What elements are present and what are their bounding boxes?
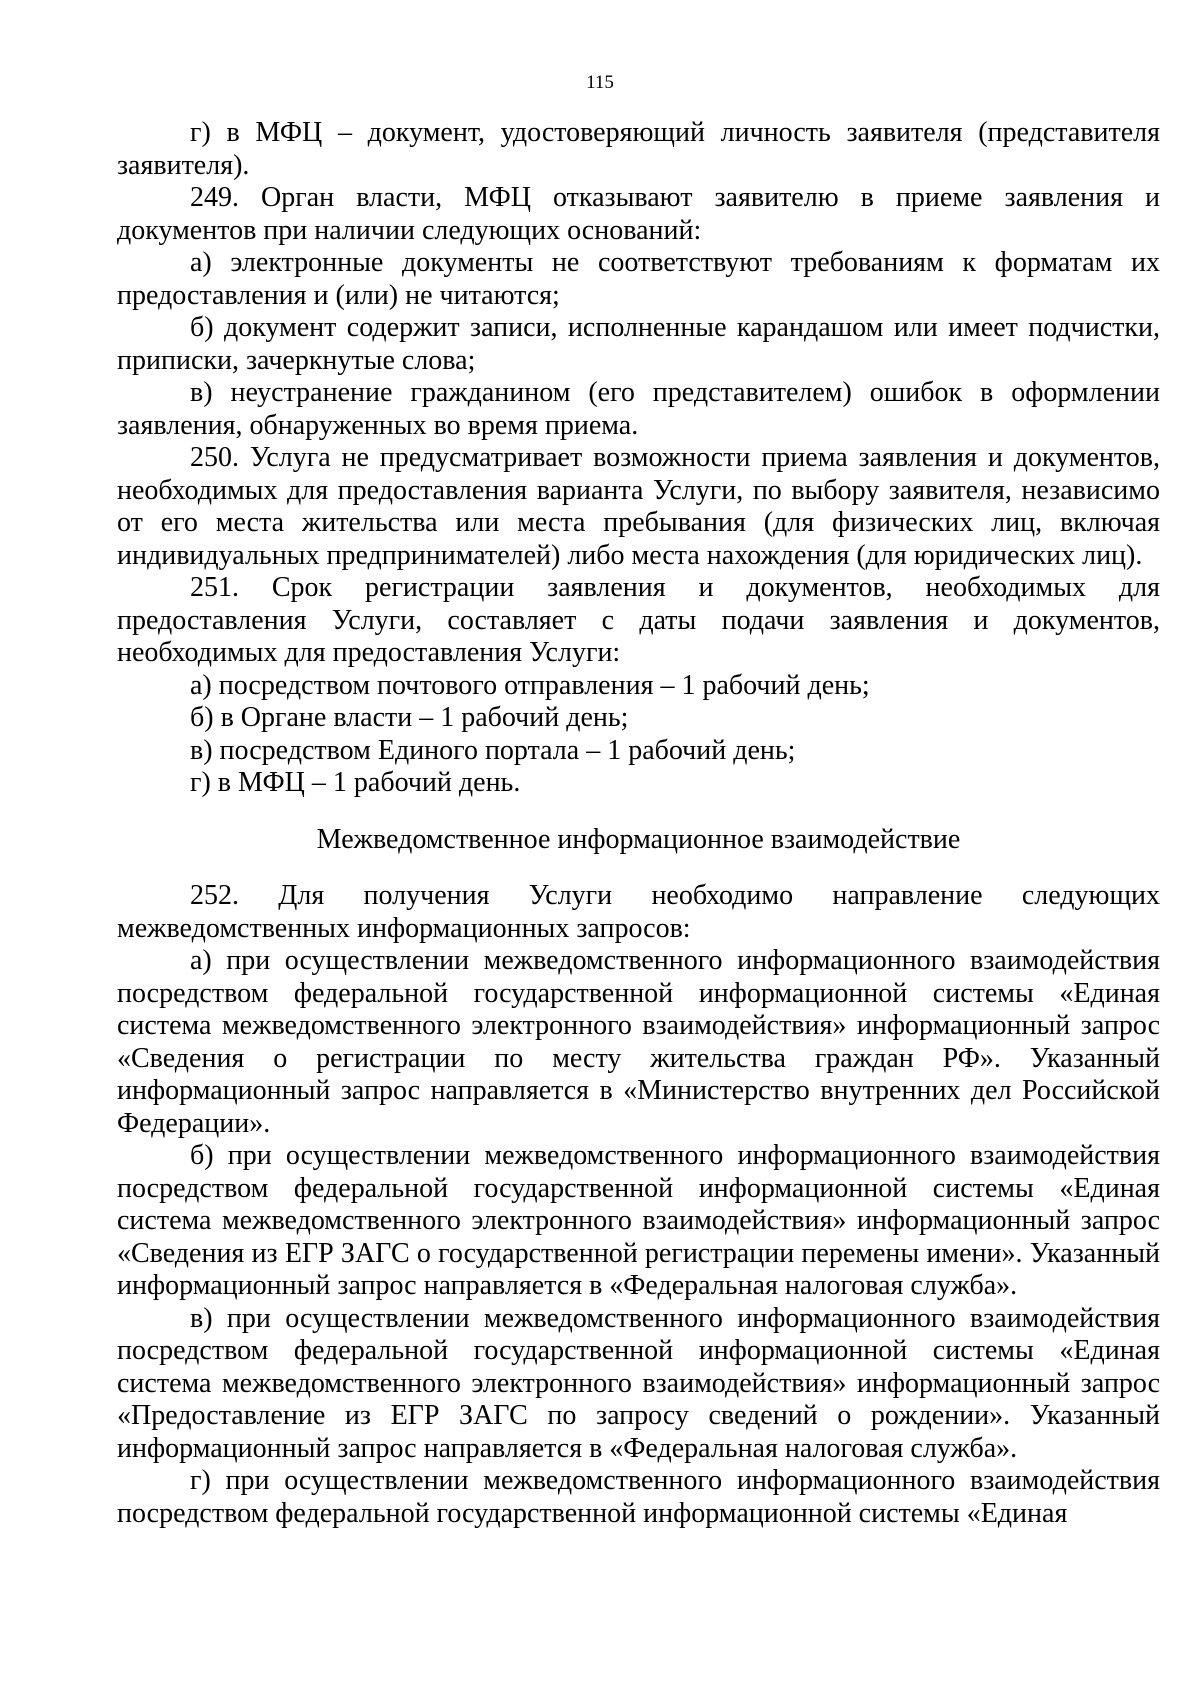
paragraph-252-g: г) при осуществлении межведомственного информационного взаимодействия посредством федеральной государственной информационной системы «Единая	[117, 1465, 1160, 1529]
section-heading: Межведомственное информационное взаимодействие	[316, 823, 961, 855]
paragraph-249-v: в) неустранение гражданином (его представителем) ошибок в оформлении заявления, обнаруженных во время приема.	[117, 377, 1160, 441]
paragraph-251-a: а) посредством почтового отправления – 1 рабочий день;	[190, 669, 870, 701]
paragraph-252-a: а) при осуществлении межведомственного информационного взаимодействия посредством федеральной государственной информационной системы «Единая система межведомственного электронного взаимодействия» информационный запрос «Сведения о регистрации по месту жительства граждан РФ». Указанный информационный запрос направляется в «Министерство внутренних дел Российской Федерации».	[117, 945, 1160, 1139]
paragraph-identity-document-mfc: г) в МФЦ – документ, удостоверяющий личность заявителя (представителя заявителя).	[117, 117, 1160, 181]
paragraph-251: 251. Срок регистрации заявления и документов, необходимых для предоставления Услуги, составляет с даты подачи заявления и документов, необходимых для предоставления Услуги:	[117, 572, 1160, 668]
paragraph-249-b: б) документ содержит записи, исполненные карандашом или имеет подчистки, приписки, зачеркнутые слова;	[117, 312, 1160, 376]
document-body	[117, 117, 1160, 1530]
paragraph-252: 252. Для получения Услуги необходимо направление следующих межведомственных информационных запросов:	[117, 880, 1160, 944]
paragraph-251-b: б) в Органе власти – 1 рабочий день;	[190, 702, 629, 733]
paragraph-252-v: в) при осуществлении межведомственного информационного взаимодействия посредством федеральной государственной информационной системы «Единая система межведомственного электронного взаимодействия» информационный запрос «Предоставление из ЕГР ЗАГС по запросу сведений о рождении». Указанный информационный запрос направляется в «Федеральная налоговая служба».	[117, 1302, 1160, 1464]
paragraph-250: 250. Услуга не предусматривает возможности приема заявления и документов, необходимых для предоставления варианта Услуги, по выбору заявителя, независимо от его места жительства или места пребывания (для физических лиц, включая индивидуальных предпринимателей) либо места нахождения (для юридических лиц).	[117, 442, 1160, 571]
paragraph-249-a: а) электронные документы не соответствуют требованиям к форматам их предоставления и (или) не читаются;	[117, 247, 1160, 311]
paragraph-251-v: в) посредством Единого портала – 1 рабочий день;	[190, 734, 796, 766]
paragraph-252-b: б) при осуществлении межведомственного информационного взаимодействия посредством федеральной государственной информационной системы «Единая система межведомственного электронного взаимодействия» информационный запрос «Сведения из ЕГР ЗАГС о государственной регистрации перемены имени». Указанный информационный запрос направляется в «Федеральная налоговая служба».	[117, 1140, 1160, 1301]
page-number: 115	[586, 72, 614, 93]
paragraph-249: 249. Орган власти, МФЦ отказывают заявителю в приеме заявления и документов при наличии следующих оснований:	[117, 182, 1160, 246]
paragraph-251-g: г) в МФЦ – 1 рабочий день.	[190, 767, 521, 798]
